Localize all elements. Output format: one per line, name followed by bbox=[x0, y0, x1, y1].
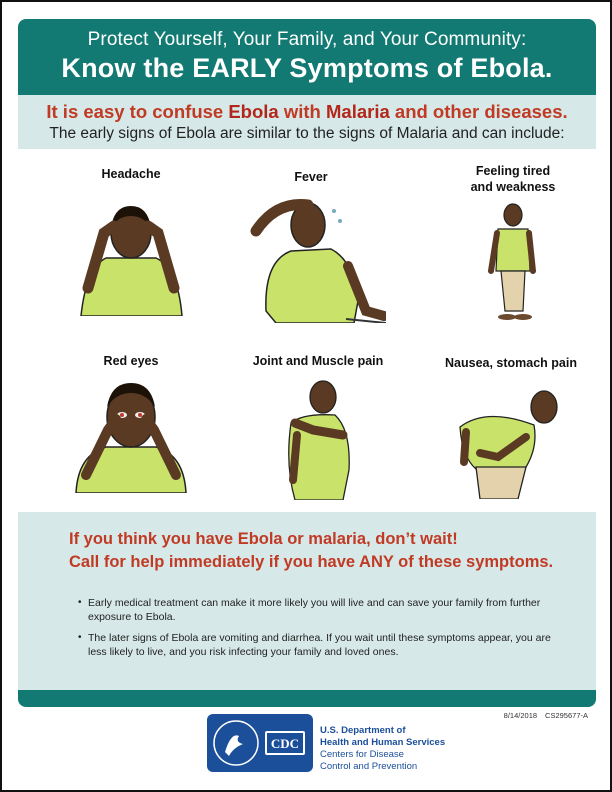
header-title: Know the EARLY Symptoms of Ebola. bbox=[61, 53, 553, 83]
bullet-icon: • bbox=[78, 597, 82, 608]
symptom-fever bbox=[226, 169, 396, 323]
symptom-nausea bbox=[426, 355, 596, 499]
symptom-label: Nausea, stomach pain bbox=[445, 356, 577, 370]
headache-illustration bbox=[66, 188, 196, 316]
symptom-red-eyes bbox=[46, 353, 216, 493]
callout-box bbox=[18, 512, 596, 690]
cdc-line-1: Centers for Disease bbox=[320, 749, 404, 760]
symptom-label: Joint and Muscle pain bbox=[252, 354, 384, 368]
list-item bbox=[78, 631, 558, 659]
callout-heading-1: If you think you have Ebola or malaria, don’t wait! bbox=[69, 530, 458, 548]
document-code: CS295677-A bbox=[545, 711, 588, 720]
ebola-word: Ebola bbox=[228, 101, 279, 122]
print-metadata bbox=[496, 711, 588, 720]
bullet-text: The later signs of Ebola are vomiting and diarrhea. If you wait until these symptoms appear, you are less likely to live, and you risk infecting your family and loved ones. bbox=[88, 632, 551, 658]
symptom-tired bbox=[428, 163, 598, 323]
red-eyes-illustration bbox=[66, 375, 196, 493]
malaria-word: Malaria bbox=[326, 101, 390, 122]
symptom-label-line1: Feeling tired bbox=[475, 164, 551, 178]
header-banner bbox=[18, 19, 596, 95]
confuse-banner bbox=[18, 95, 596, 149]
symptom-joint-pain bbox=[233, 353, 403, 500]
nausea-illustration bbox=[446, 377, 576, 499]
print-date: 8/14/2018 bbox=[503, 711, 538, 720]
confuse-text-2: with bbox=[278, 101, 326, 122]
dept-line-1: U.S. Department of bbox=[320, 725, 406, 736]
symptom-label: Headache bbox=[101, 167, 161, 181]
tired-illustration bbox=[483, 201, 543, 323]
callout-heading-2: Call for help immediately if you have ANY of these symptoms. bbox=[69, 553, 554, 571]
confuse-heading bbox=[18, 95, 596, 123]
hhs-eagle-icon bbox=[207, 714, 313, 772]
fever-illustration bbox=[236, 191, 386, 323]
cdc-line-2: Control and Prevention bbox=[320, 761, 418, 772]
confuse-text-1: It is easy to confuse bbox=[46, 101, 229, 122]
list-item bbox=[78, 596, 558, 624]
footer-bar bbox=[18, 690, 596, 707]
symptom-headache bbox=[46, 166, 216, 316]
bullet-text: Early medical treatment can make it more likely you will live and can save your family from further exposure to Ebola. bbox=[88, 597, 541, 623]
cdc-logo-text: CDC bbox=[270, 736, 300, 751]
symptom-label: Fever bbox=[294, 170, 328, 184]
dept-line-2: Health and Human Services bbox=[320, 737, 446, 748]
agency-block bbox=[320, 725, 445, 773]
callout-bullet-list bbox=[78, 596, 558, 666]
confuse-text-3: and other diseases. bbox=[389, 101, 568, 122]
symptom-label-line2: and weakness bbox=[470, 180, 556, 194]
confuse-subline: The early signs of Ebola are similar to the signs of Malaria and can include: bbox=[49, 125, 565, 142]
joint-pain-illustration bbox=[273, 375, 363, 500]
bullet-icon: • bbox=[78, 632, 82, 643]
hhs-cdc-logo bbox=[207, 714, 313, 772]
symptom-label: Red eyes bbox=[103, 354, 159, 368]
header-subtitle: Protect Yourself, Your Family, and Your Community: bbox=[87, 29, 527, 50]
